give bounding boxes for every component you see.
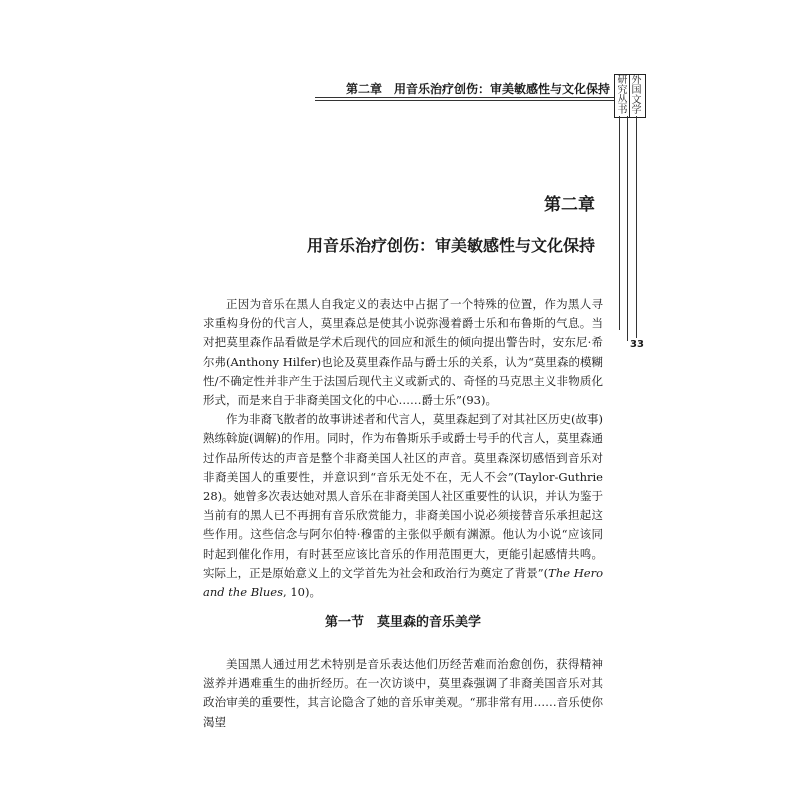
chapter-number: 第二章 [544,195,595,215]
paragraph-text: , 10)。 [283,585,321,600]
section-heading: 第一节 莫里森的音乐美学 [324,615,481,630]
book-title: The Hero and the Blues [203,565,603,600]
paragraph-text: 作为非裔飞散者的故事讲述者和代言人，莫里森起到了对其社区历史(故事)熟练斡旋(调解)的作用。同时，作为布鲁斯乐手或爵士号手的代言人，莫里森通过作品所传达的声音是整个非裔美国人社区的声音。莫里森深切感悟到音乐对非裔美国人的重要性，并意识到“音乐无处不在，无人不会”(Taylor-Guthrie 28)。她曾多次表达她对黑人音乐在非裔美国人社区重要性的认识，并认为鉴于当前有的黑人已不再拥有音乐欣赏能力，非裔美国小说必须接替音乐承担起这些作用。这些信念与阿尔伯特·穆雷的主张似乎颇有渊源。他认为小说“应该同时起到催化作用，有时甚至应该比音乐的作用范围更大，更能引起感情共鸣。实际上，正是原始意义上的文学首先为社会和政治行为奠定了背景”( [203,412,603,580]
series-tab-text: 研究丛书 [617,75,628,116]
paragraph: 正因为音乐在黑人自我定义的表达中占据了一个特殊的位置，作为黑人寻求重构身份的代言人，莫里森总是使其小说弥漫着爵士乐和布鲁斯的气息。当对把莫里森作品看做是学术后现代的回应和派生的倾向提出警告时，安东尼·希尔弗(Anthony Hilfer)也论及莫里森作品与爵士乐的关系，认为“莫里森的模糊性/不确定性并非产生于法国后现代主义或新式的、奇怪的马克思主义非物质化形式，而是来自于非裔美国文化的中心……爵士乐”(93)。 [203,297,604,408]
margin-line [627,116,628,341]
section-text [203,655,603,732]
body-text [203,295,603,602]
series-tab [614,74,646,118]
running-header: 第二章 用音乐治疗创伤：审美敏感性与文化保持 [345,82,610,96]
header-rule [315,100,615,101]
page-number: 33 [630,339,644,350]
paragraph: 美国黑人通过用艺术特别是音乐表达他们历经苦难而治愈创伤，获得精神滋养并遇难重生的曲折经历。在一次访谈中，莫里森强调了非裔美国音乐对其政治审美的重要性，其言论隐含了她的音乐审美观。“那非常有用……音乐使你渴望 [203,657,603,729]
margin-line [619,116,620,330]
chapter-title: 用音乐治疗创伤：审美敏感性与文化保持 [306,236,595,255]
header-rule [315,97,615,98]
paragraph [203,410,603,602]
series-tab-text: 外国文学 [631,75,642,116]
margin-line [636,116,637,338]
